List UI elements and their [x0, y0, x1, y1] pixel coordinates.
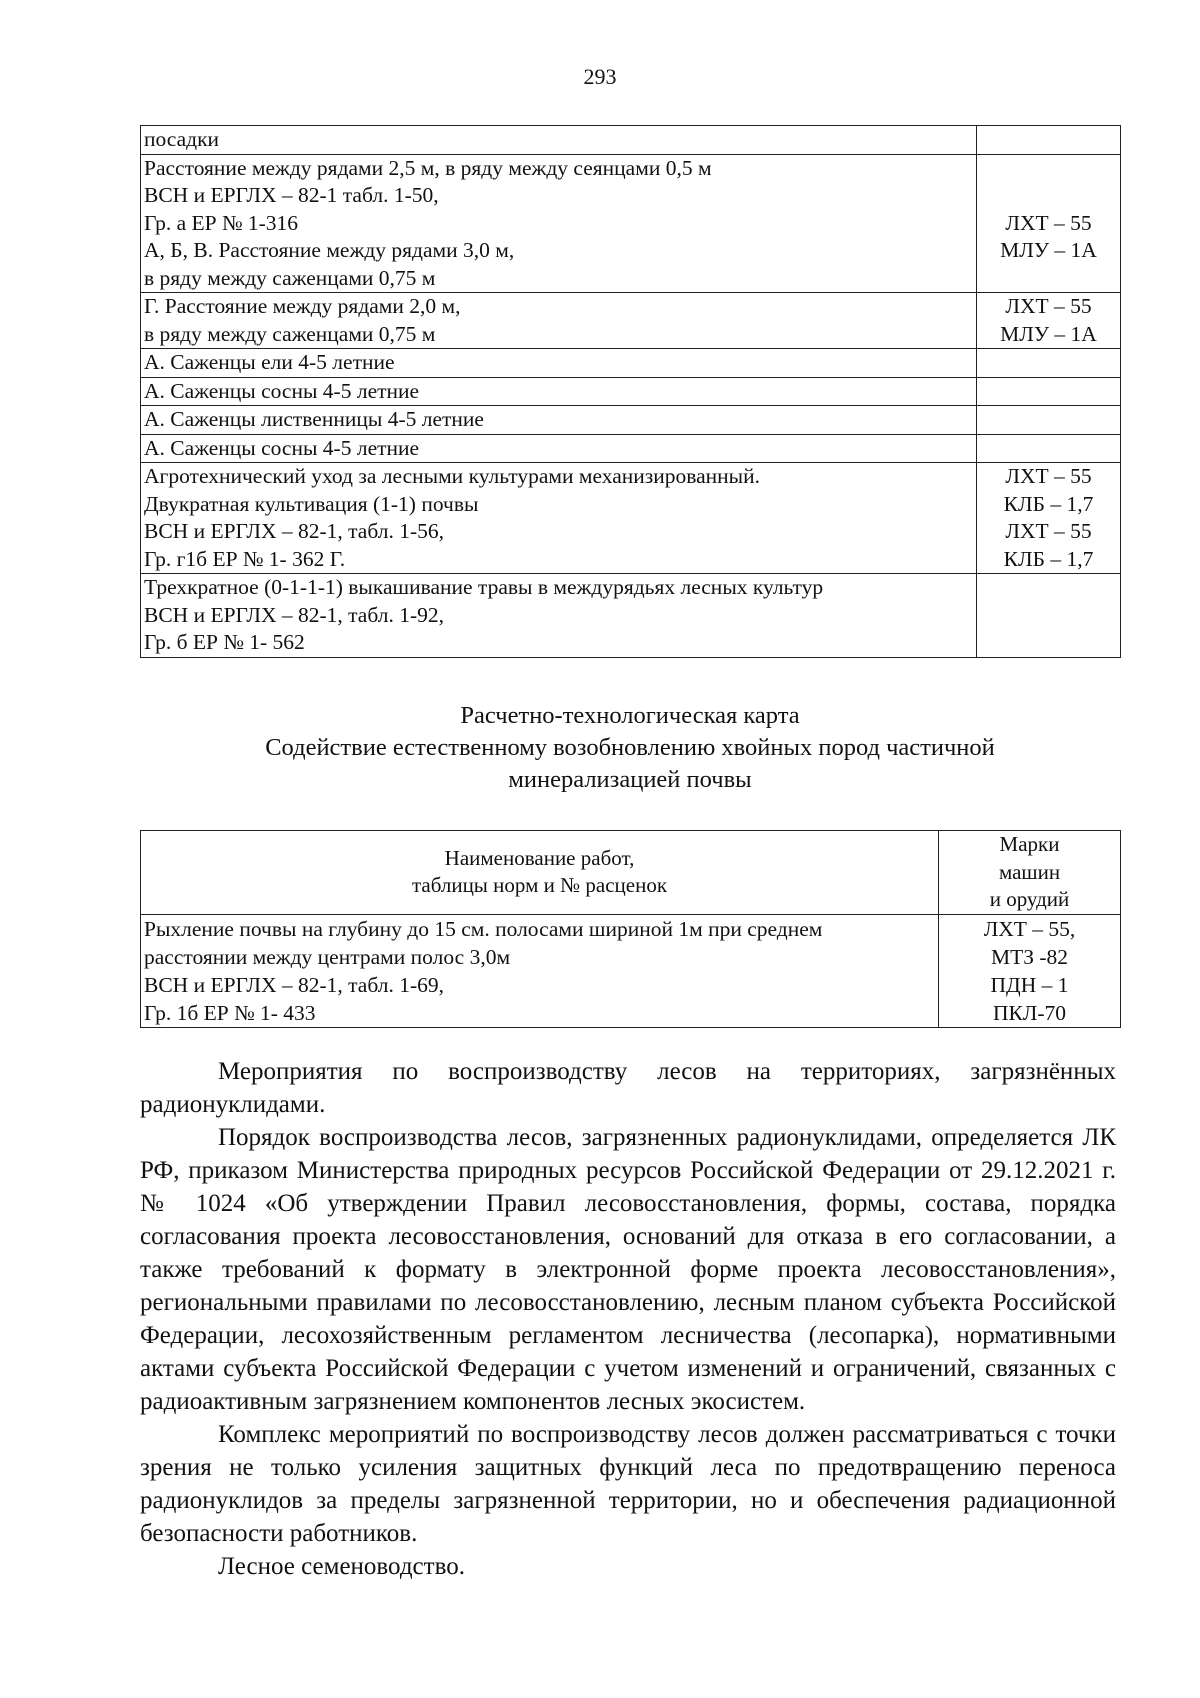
section-heading	[140, 700, 1120, 796]
cell-line: ВСН и ЕРГЛХ – 82-1 табл. 1-50,	[144, 183, 439, 207]
machines-cell	[977, 293, 1121, 349]
technology-table-continued	[140, 125, 1121, 658]
work-description-cell	[141, 154, 977, 293]
table2-header-row	[141, 831, 1121, 915]
cell-line: в ряду между саженцами 0,75 м	[144, 265, 436, 290]
table1-row	[141, 463, 1121, 574]
cell-line: ВСН и ЕРГЛХ – 82-1, табл. 1-69,	[144, 972, 445, 997]
table1-row	[141, 126, 1121, 155]
work-description-cell	[141, 463, 977, 574]
cell-line: Г. Расстояние между рядами 2,0 м,	[144, 294, 461, 318]
cell-line: ПКЛ-70	[992, 1000, 1067, 1025]
work-description-cell	[141, 377, 977, 406]
machines-cell	[977, 126, 1121, 155]
table1-row	[141, 293, 1121, 349]
cell-line: ЛХТ – 55	[1005, 210, 1092, 235]
table1-row	[141, 154, 1121, 293]
body-text	[140, 1055, 1116, 1583]
technology-card-table	[140, 830, 1121, 1028]
table1-row	[141, 434, 1121, 463]
table2-row	[141, 914, 1121, 1027]
cell-line: КЛБ – 1,7	[1003, 546, 1094, 571]
table1-row	[141, 349, 1121, 378]
cell-line: ПДН – 1	[990, 972, 1069, 997]
work-description-cell	[141, 914, 939, 1027]
cell-line: Гр. 1б ЕР № 1- 433	[144, 1000, 316, 1025]
cell-line: ВСН и ЕРГЛХ – 82-1, табл. 1-92,	[144, 602, 445, 627]
cell-line: МЛУ – 1А	[1000, 321, 1097, 346]
cell-line: ЛХТ – 55	[1005, 519, 1092, 543]
machines-cell	[977, 377, 1121, 406]
work-description-cell	[141, 406, 977, 435]
cell-line: Двукратная культивация (1-1) почвы	[144, 491, 479, 516]
cell-line: Агротехнический уход за лесными культурами механизированный.	[144, 464, 761, 488]
heading-line-2: Содействие естественному возобновлению хвойных пород частичной	[265, 734, 995, 761]
cell-line: Расстояние между рядами 2,5 м, в ряду между сеянцами 0,5 м	[144, 155, 712, 180]
cell-line: Гр. г1б ЕР № 1- 362 Г.	[144, 546, 346, 571]
header-machines	[939, 831, 1121, 915]
cell-line: ВСН и ЕРГЛХ – 82-1, табл. 1-56,	[144, 519, 445, 543]
cell-line: А. Саженцы сосны 4-5 летние	[144, 378, 420, 403]
paragraph: Порядок воспроизводства лесов, загрязненных радионуклидами, определяется ЛК РФ, приказом Министерства природных ресурсов Российской Федерации от 29.12.2021 г. № 1024 «Об утверждении Правил лесовосстановления, формы, состава, порядка согласования проекта лесовосстановления, оснований для отказа в его согласовании, а также требований к формату в электронной форме проекта лесовосстановления», региональными правилами по лесовосстановлению, лесным планом субъекта Российской Федерации, лесохозяйственным регламентом лесничества (лесопарка), нормативными актами субъекта Российской Федерации с учетом изменений и ограничений, связанных с радиоактивным загрязнением компонентов лесных экосистем.	[140, 1124, 1116, 1415]
cell-line: МТЗ -82	[990, 944, 1069, 969]
cell-line: А. Саженцы сосны 4-5 летние	[144, 435, 420, 460]
work-description-cell	[141, 349, 977, 378]
header-right-line: машин	[998, 859, 1061, 884]
cell-line: Рыхление почвы на глубину до 15 см. полосами шириной 1м при среднем	[144, 916, 823, 941]
work-description-cell	[141, 293, 977, 349]
header-left-line: таблицы норм и № расценок	[411, 873, 668, 898]
header-right-line: и орудий	[989, 887, 1070, 911]
table1-body	[141, 126, 1121, 658]
table1-row	[141, 406, 1121, 435]
machines-cell	[977, 574, 1121, 658]
cell-line: Гр. б ЕР № 1- 562	[144, 630, 305, 654]
table1-row	[141, 574, 1121, 658]
heading-line-1: Расчетно-технологическая карта	[460, 702, 800, 729]
work-description-cell	[141, 434, 977, 463]
cell-line: ЛХТ – 55	[1005, 464, 1092, 488]
paragraph: Лесное семеноводство.	[218, 1553, 465, 1580]
work-description-cell	[141, 126, 977, 155]
machines-cell	[977, 434, 1121, 463]
cell-line: А, Б, В. Расстояние между рядами 3,0 м,	[144, 238, 515, 262]
header-works-name	[141, 831, 939, 915]
cell-line: ЛХТ – 55,	[983, 916, 1076, 941]
cell-line: посадки	[144, 127, 220, 151]
machines-cell	[977, 463, 1121, 574]
cell-line: А. Саженцы ели 4-5 летние	[144, 350, 395, 374]
cell-line: Гр. а ЕР № 1-316	[144, 210, 299, 235]
cell-line: расстоянии между центрами полос 3,0м	[144, 944, 511, 969]
work-description-cell	[141, 574, 977, 658]
page-number: 293	[583, 64, 617, 89]
header-left-line: Наименование работ,	[444, 845, 635, 870]
machines-cell	[977, 406, 1121, 435]
cell-line: ЛХТ – 55	[1005, 294, 1092, 318]
table1-row	[141, 377, 1121, 406]
machines-cell	[939, 914, 1121, 1027]
machines-cell	[977, 349, 1121, 378]
machines-cell	[977, 154, 1121, 293]
paragraph: Комплекс мероприятий по воспроизводству лесов должен рассматриваться с точки зрения не только усиления защитных функций леса по предотвращению переноса радионуклидов за пределы загрязненной территории, но и обеспечения радиационной безопасности работников.	[140, 1421, 1116, 1547]
header-right-line: Марки	[999, 832, 1060, 856]
cell-line: Трехкратное (0-1-1-1) выкашивание травы в междурядьях лесных культур	[144, 575, 824, 599]
paragraph: Мероприятия по воспроизводству лесов на территориях, загрязнённых радионуклидами.	[140, 1058, 1116, 1118]
cell-line: А. Саженцы лиственницы 4-5 летние	[144, 407, 484, 431]
cell-line: КЛБ – 1,7	[1003, 491, 1094, 516]
cell-line: МЛУ – 1А	[1000, 238, 1097, 262]
heading-line-3: минерализацией почвы	[508, 766, 752, 793]
cell-line: в ряду между саженцами 0,75 м	[144, 321, 436, 346]
